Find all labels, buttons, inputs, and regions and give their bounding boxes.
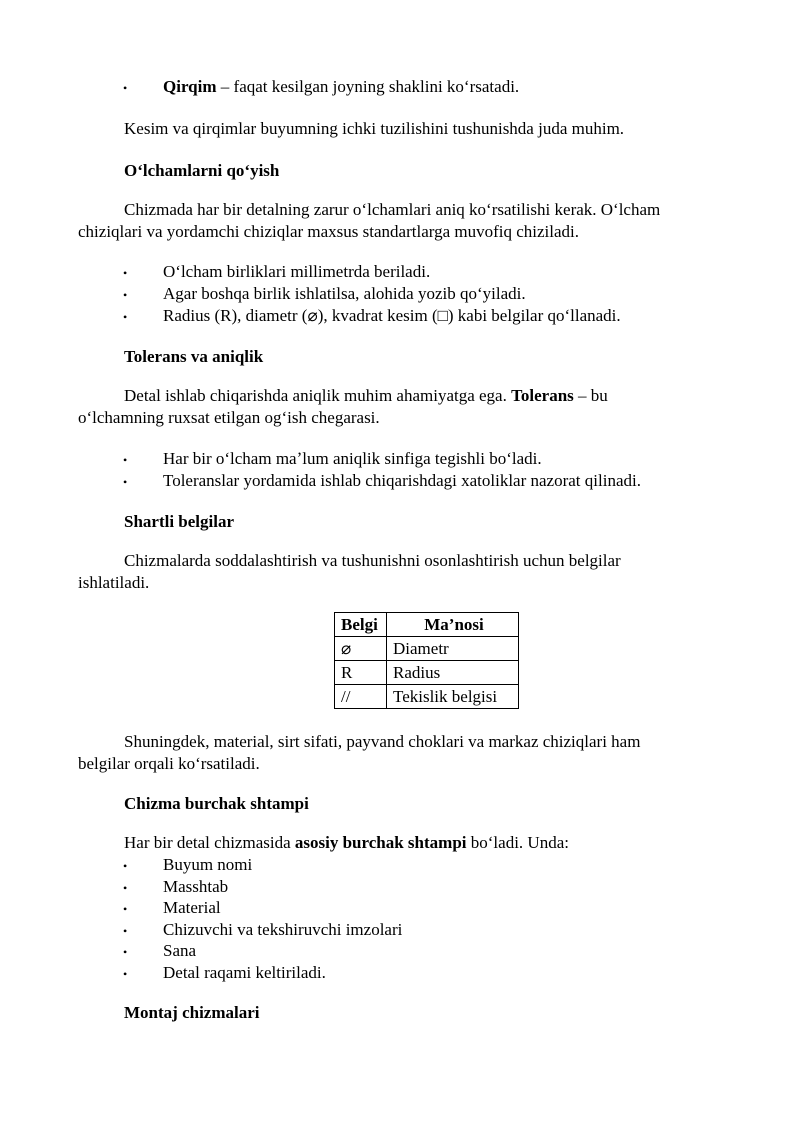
table-row bbox=[335, 661, 519, 685]
term-qirqim: Qirqim bbox=[163, 77, 217, 96]
bullet-icon: • bbox=[123, 859, 128, 873]
bullet-icon: • bbox=[123, 453, 128, 467]
table-header-belgi: Belgi bbox=[335, 613, 387, 637]
term-tolerans: Tolerans bbox=[511, 386, 574, 405]
section-heading-montaj: Montaj chizmalari bbox=[124, 1003, 260, 1022]
table-cell-meaning: Radius bbox=[387, 661, 519, 685]
table-cell-meaning: Diametr bbox=[387, 637, 519, 661]
section-heading-olchamlar: Oʻlchamlarni qoʻyish bbox=[124, 161, 280, 180]
list-item-qirqim bbox=[163, 76, 519, 98]
text-span: – bu bbox=[573, 386, 608, 405]
definition-text: – faqat kesilgan joyning shaklini koʻrsatadi. bbox=[216, 77, 520, 96]
table-row bbox=[335, 685, 519, 709]
section-heading-belgilar: Shartli belgilar bbox=[124, 512, 235, 531]
section-heading-shtamp: Chizma burchak shtampi bbox=[124, 794, 309, 813]
paragraph-line bbox=[124, 832, 569, 854]
table-header-manosi: Ma’nosi bbox=[387, 613, 519, 637]
bullet-icon: • bbox=[123, 924, 128, 938]
list-item: Masshtab bbox=[163, 877, 229, 896]
bullet-icon: • bbox=[123, 81, 128, 95]
paragraph-line bbox=[124, 385, 608, 407]
paragraph-line: Chizmalarda soddalashtirish va tushunishni osonlashtirish uchun belgilar bbox=[124, 551, 621, 570]
table-cell-symbol: R bbox=[335, 661, 387, 685]
list-item: Material bbox=[163, 898, 221, 917]
table-cell-symbol: // bbox=[335, 685, 387, 709]
text-span: Detal ishlab chiqarishda aniqlik muhim ahamiyatga ega. bbox=[124, 386, 512, 405]
paragraph: Kesim va qirqimlar buyumning ichki tuzilishini tushunishda juda muhim. bbox=[124, 119, 625, 138]
list-item: Har bir oʻlcham maʼlum aniqlik sinfiga tegishli boʻladi. bbox=[163, 449, 542, 468]
bullet-icon: • bbox=[123, 902, 128, 916]
bullet-icon: • bbox=[123, 266, 128, 280]
table-cell-symbol: ⌀ bbox=[335, 637, 387, 661]
paragraph-line: chiziqlari va yordamchi chiziqlar maxsus standartlarga muvofiq chiziladi. bbox=[78, 222, 580, 241]
table-row bbox=[335, 637, 519, 661]
bullet-icon: • bbox=[123, 288, 128, 302]
bullet-icon: • bbox=[123, 310, 128, 324]
symbols-table bbox=[334, 612, 519, 709]
term-shtamp: asosiy burchak shtampi bbox=[294, 833, 467, 852]
bullet-icon: • bbox=[123, 967, 128, 981]
list-item: Chizuvchi va tekshiruvchi imzolari bbox=[163, 920, 403, 939]
list-item: Oʻlcham birliklari millimetrda beriladi. bbox=[163, 262, 431, 281]
table-header-row bbox=[335, 613, 519, 637]
bullet-icon: • bbox=[123, 945, 128, 959]
paragraph-line: Chizmada har bir detalning zarur oʻlchamlari aniq koʻrsatilishi kerak. Oʻlcham bbox=[124, 200, 661, 219]
list-item: Radius (R), diametr (⌀), kvadrat kesim (□) kabi belgilar qoʻllanadi. bbox=[163, 306, 621, 325]
list-item: Buyum nomi bbox=[163, 855, 253, 874]
list-item: Agar boshqa birlik ishlatilsa, alohida yozib qoʻyiladi. bbox=[163, 284, 526, 303]
table-cell-meaning: Tekislik belgisi bbox=[387, 685, 519, 709]
list-item: Toleranslar yordamida ishlab chiqarishdagi xatoliklar nazorat qilinadi. bbox=[163, 471, 641, 490]
bullet-icon: • bbox=[123, 475, 128, 489]
section-heading-tolerans: Tolerans va aniqlik bbox=[124, 347, 264, 366]
text-span: boʻladi. Unda: bbox=[466, 833, 569, 852]
bullet-icon: • bbox=[123, 881, 128, 895]
list-item: Sana bbox=[163, 941, 197, 960]
list-item: Detal raqami keltiriladi. bbox=[163, 963, 326, 982]
paragraph-line: ishlatiladi. bbox=[78, 573, 150, 592]
paragraph-line: Shuningdek, material, sirt sifati, payvand choklari va markaz chiziqlari ham bbox=[124, 732, 641, 751]
paragraph-line: belgilar orqali koʻrsatiladi. bbox=[78, 754, 260, 773]
paragraph-line: oʻlchamning ruxsat etilgan ogʻish chegarasi. bbox=[78, 408, 380, 427]
text-span: Har bir detal chizmasida bbox=[124, 833, 295, 852]
